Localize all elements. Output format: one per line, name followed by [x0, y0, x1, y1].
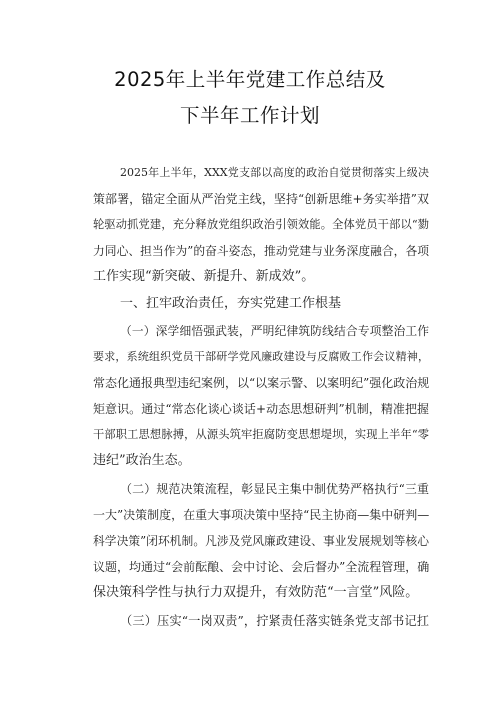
paragraph-line: 要求，系统组织党员干部研学党风廉政建设与反腐败工作会议精神，: [93, 350, 429, 363]
paragraph-line: 议题，均通过“会前酝酿、会中讨论、会后督办”全流程管理，确: [93, 560, 430, 574]
paragraph-line: 科学决策”闭环机制。凡涉及党风廉政建设、事业发展规划等核心: [93, 534, 429, 548]
paragraph-line: 一大”决策制度，在重大事项决策中坚持“民主协商—集中研判—: [93, 508, 430, 522]
document-title-line-1: 2025年上半年党建工作总结及: [114, 68, 386, 91]
paragraph-line: 干部职工思想脉搏，从源头筑牢拒腐防变思想堤坝，实现上半年“零: [93, 428, 429, 441]
paragraph-line: （二）规范决策流程，彰显民主集中制优势严格执行“三重: [120, 482, 429, 496]
paragraph-line: 矩意识。通过“常态化谈心谈话+动态思想研判”机制，精准把握: [93, 402, 429, 416]
paragraph-line: 保决策科学性与执行力双提升，有效防范“一言堂”风险。: [93, 585, 419, 600]
paragraph-line: 违纪”政治生态。: [93, 453, 191, 468]
paragraph-line: （三）压实“一岗双责”，拧紧责任落实链条党支部书记扛: [120, 614, 429, 628]
paragraph-line: 轮驱动抓党建，充分释放党组织政治引领效能。全体党员干部以“勠: [93, 218, 429, 231]
paragraph-line: 策部署，锚定全面从严治党主线，坚持“创新思维+务实举措”双: [93, 192, 429, 206]
document-title-line-2: 下半年工作计划: [179, 104, 320, 127]
paragraph-line: （一）深学细悟强武装，严明纪律筑防线结合专项整治工作: [120, 324, 429, 338]
paragraph-line: 常态化通报典型违纪案例，以“以案示警、以案明纪”强化政治规: [93, 376, 430, 390]
paragraph-line: 2025年上半年，XXX党支部以高度的政治自觉贯彻落实上级决: [120, 166, 429, 179]
paragraph-line: 工作实现“新突破、新提升、新成效”。: [93, 269, 315, 284]
paragraph-line: 力同心、担当作为”的奋斗姿态，推动党建与业务深度融合，各项: [93, 244, 429, 258]
section-heading: 一、扛牢政治责任，夯实党建工作根基: [120, 296, 342, 311]
